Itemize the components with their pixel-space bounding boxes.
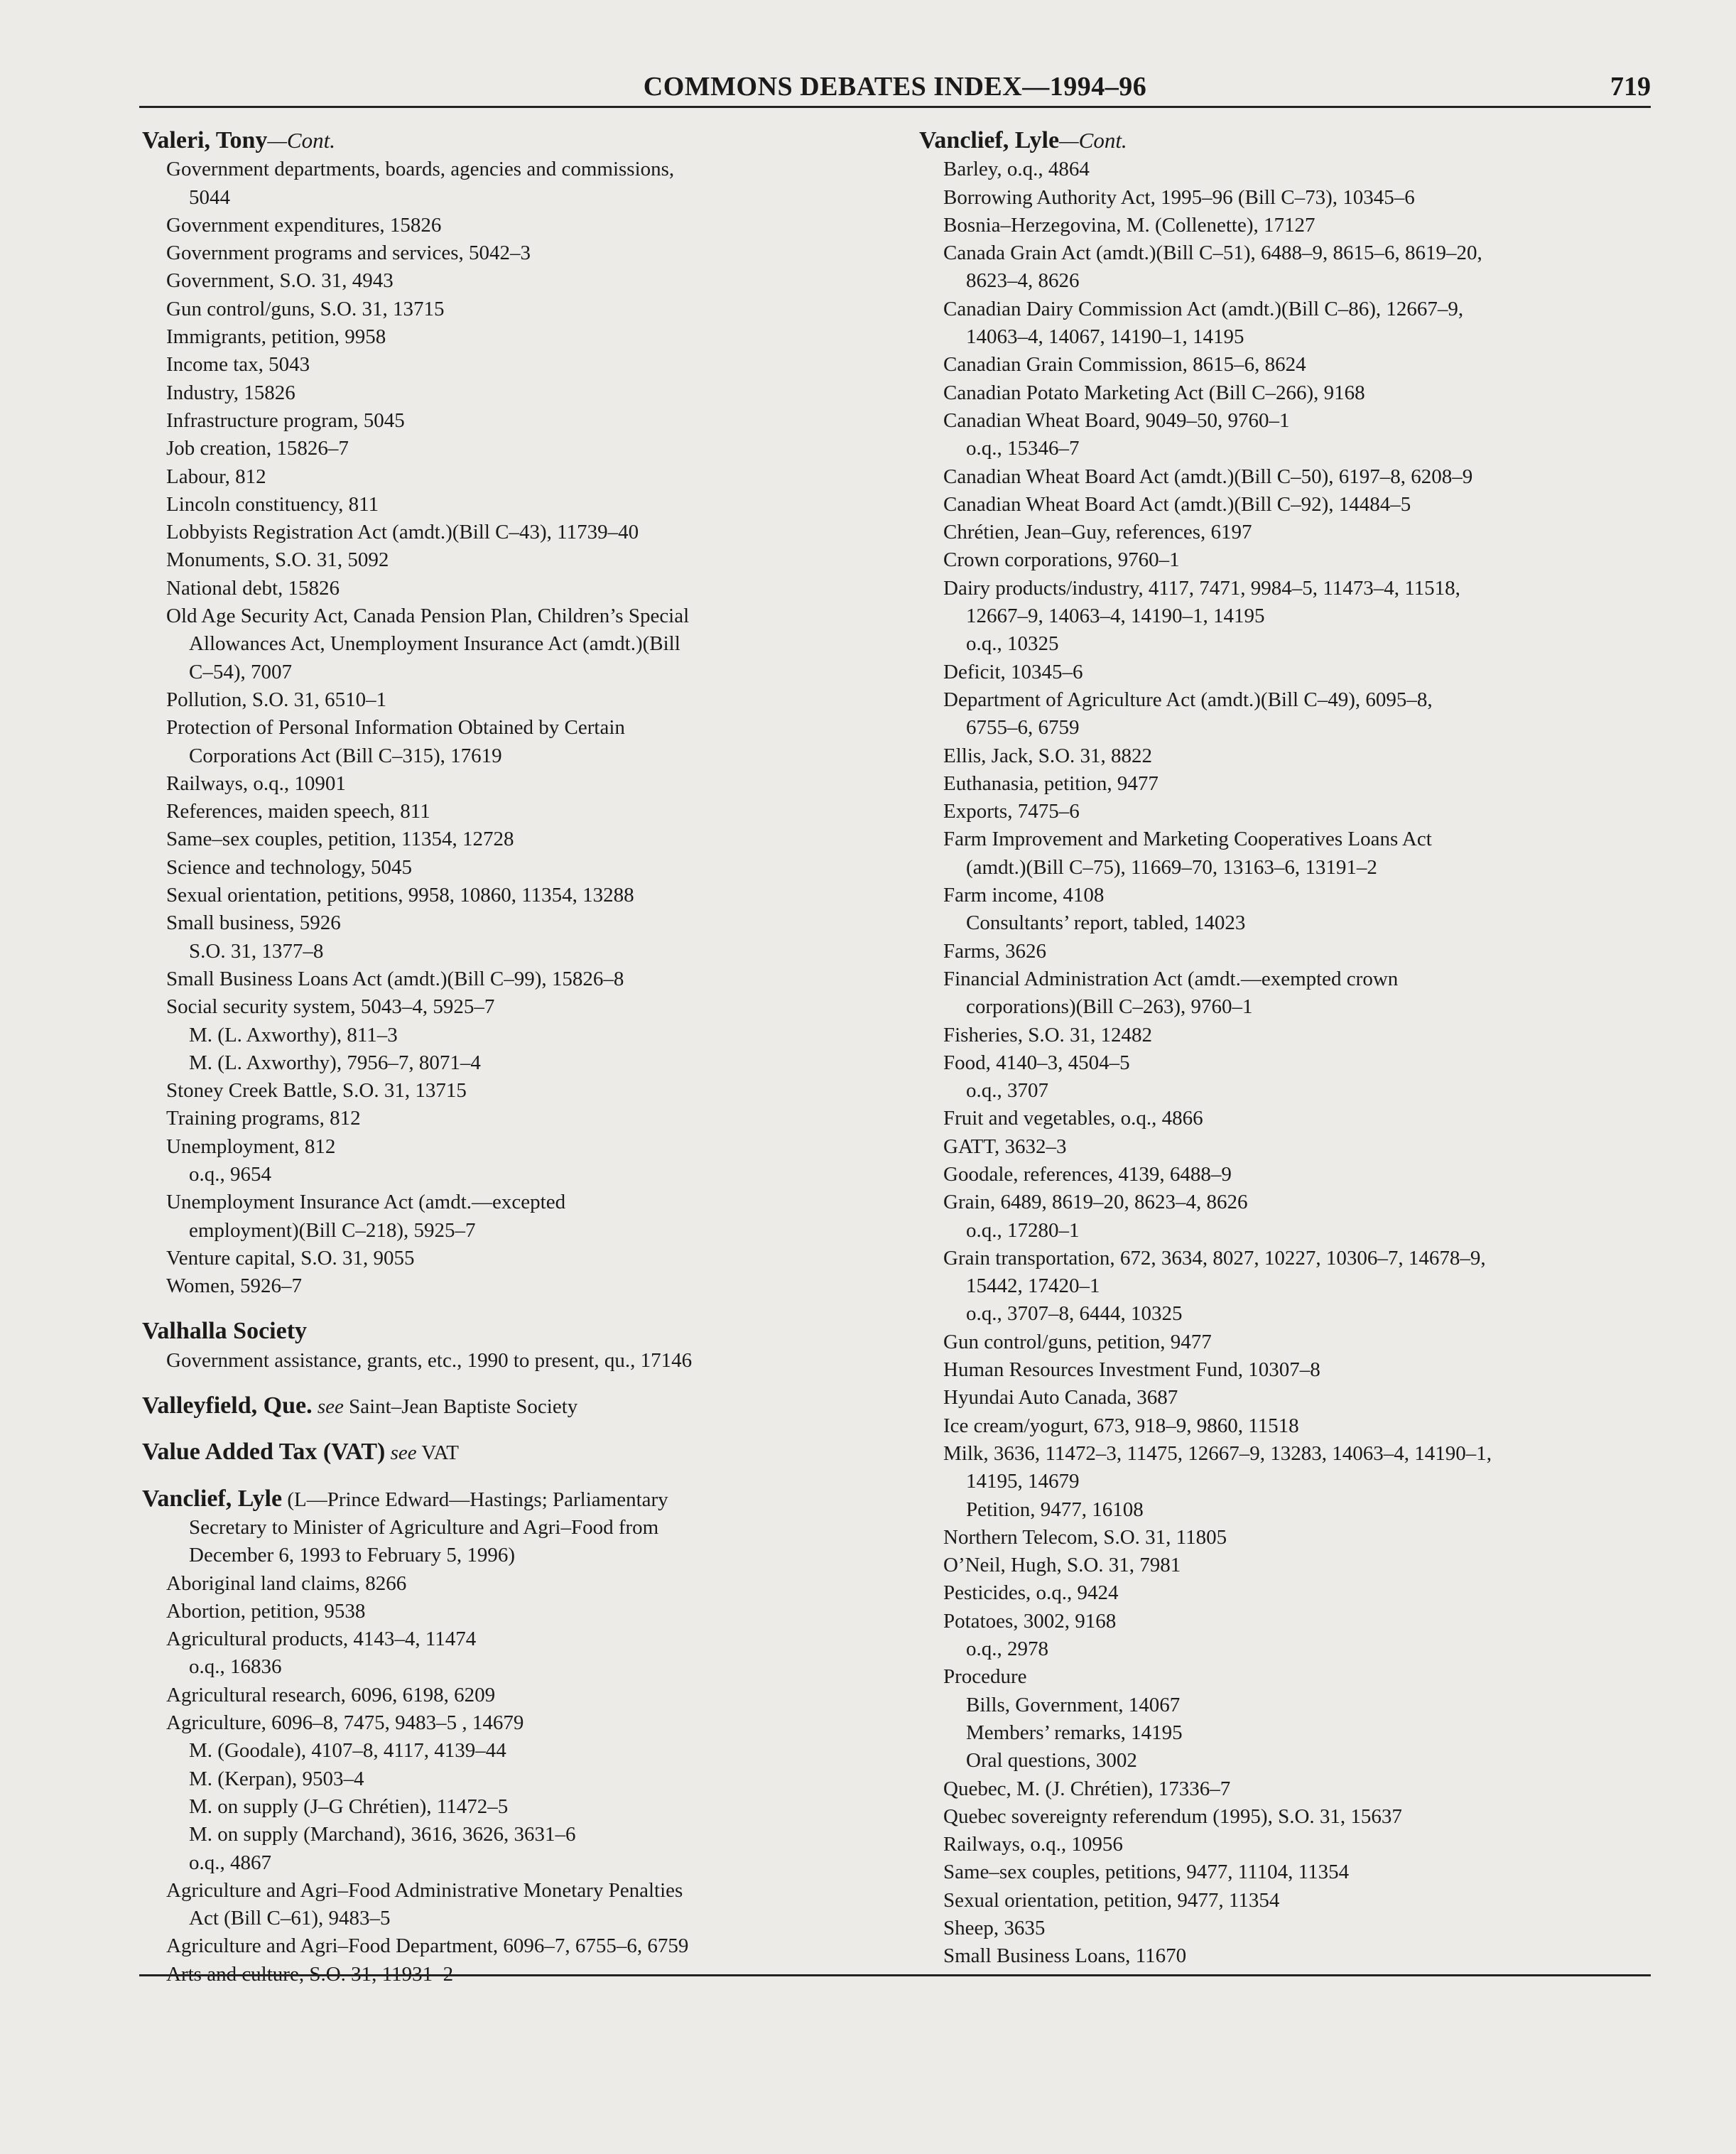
page-header [139,71,1651,109]
page-number: 719 [1610,72,1651,102]
index-subentry: Fruit and vegetables, o.q., 4866 [943,1107,1203,1130]
index-heading [142,1485,888,1514]
index-subentry: Training programs, 812 [166,1107,361,1130]
index-continuation: o.q., 17280–1 [966,1218,1080,1242]
index-subentry: Quebec, M. (J. Chrétien), 17336–7 [943,1777,1231,1800]
index-subentry: Railways, o.q., 10956 [943,1833,1123,1856]
index-heading [142,1317,888,1346]
index-subentry: Sexual orientation, petitions, 9958, 10860, 11354, 13288 [166,884,634,907]
index-continuation: Petition, 9477, 16108 [966,1498,1144,1521]
index-subentry: Exports, 7475–6 [943,800,1080,823]
index-continuation: o.q., 3707–8, 6444, 10325 [966,1302,1183,1326]
index-subentry: Human Resources Investment Fund, 10307–8 [943,1358,1320,1382]
heading-name: Vanclief, Lyle [142,1485,283,1512]
entry-gap [142,1421,888,1438]
index-subentry: Government expenditures, 15826 [166,213,442,237]
index-subentry: Sheep, 3635 [943,1917,1046,1939]
index-continuation: Consultants’ report, tabled, 14023 [966,911,1246,935]
index-subentry: Borrowing Authority Act, 1995–96 (Bill C–73), 10345–6 [943,185,1415,209]
index-subentry: Pesticides, o.q., 9424 [943,1581,1119,1605]
index-subentry: Barley, o.q., 4864 [943,158,1090,181]
index-subentry: Government programs and services, 5042–3 [166,242,531,265]
index-continuation: o.q., 2978 [966,1638,1048,1661]
index-subentry: Immigrants, petition, 9958 [166,325,386,349]
heading-detail: VAT [416,1441,459,1465]
index-subentry: Ice cream/yogurt, 673, 918–9, 9860, 11518 [943,1414,1299,1437]
index-subentry: Canada Grain Act (amdt.)(Bill C–51), 6488–9, 8615–6, 8619–20, [943,242,1482,265]
index-subentry: Department of Agriculture Act (amdt.)(Bill C–49), 6095–8, [943,688,1433,711]
index-continuation: 8623–4, 8626 [966,269,1080,293]
index-subentry: Science and technology, 5045 [166,855,413,879]
index-subentry: Crown corporations, 9760–1 [943,548,1180,572]
index-subentry: Abortion, petition, 9538 [166,1599,366,1623]
index-subentry: Agricultural research, 6096, 6198, 6209 [166,1683,496,1706]
index-subentry: National debt, 15826 [166,576,340,600]
index-subentry: Dairy products/industry, 4117, 7471, 9984–5, 11473–4, 11518, [943,576,1460,600]
index-continuation: (amdt.)(Bill C–75), 11669–70, 13163–6, 13191–2 [966,855,1377,879]
index-continuation: 14063–4, 14067, 14190–1, 14195 [966,325,1244,349]
see-reference: see [317,1395,344,1419]
index-subentry: Railways, o.q., 10901 [166,772,346,795]
index-subentry: Job creation, 15826–7 [166,437,349,460]
continued-marker: —Cont. [267,128,335,153]
index-subentry: Farm income, 4108 [943,884,1105,907]
index-subentry: Farms, 3626 [943,939,1046,963]
index-subentry: Financial Administration Act (amdt.—exempted crown [943,967,1399,990]
index-subentry: Labour, 812 [166,465,266,488]
index-subentry: Milk, 3636, 11472–3, 11475, 12667–9, 13283, 14063–4, 14190–1, [943,1441,1492,1465]
heading-name: Valeri, Tony—Cont. [142,127,335,153]
index-subentry: Lincoln constituency, 811 [166,492,379,516]
heading-name: Valleyfield, Que. [142,1392,313,1419]
index-heading [142,1392,888,1421]
index-subentry: Procedure [943,1665,1027,1689]
index-continuation: 15442, 17420–1 [966,1274,1100,1298]
see-reference: see [390,1441,417,1465]
index-subentry: Government, S.O. 31, 4943 [166,269,394,293]
heading-detail: Saint–Jean Baptiste Society [343,1395,578,1419]
index-subentry: Ellis, Jack, S.O. 31, 8822 [943,744,1153,767]
index-continuation: M. (Goodale), 4107–8, 4117, 4139–44 [189,1739,506,1763]
index-continuation: 6755–6, 6759 [966,716,1080,740]
heading-detail: (L—Prince Edward—Hastings; Parliamentary [282,1488,668,1511]
index-subentry: O’Neil, Hugh, S.O. 31, 7981 [943,1554,1181,1577]
index-continuation: M. (L. Axworthy), 7956–7, 8071–4 [189,1051,481,1074]
index-subentry: Canadian Wheat Board Act (amdt.)(Bill C–92), 14484–5 [943,492,1411,516]
continued-marker: —Cont. [1059,128,1127,153]
index-subentry: Protection of Personal Information Obtained by Certain [166,716,625,740]
index-continuation: Allowances Act, Unemployment Insurance Act (amdt.)(Bill [189,632,680,656]
index-subentry: Government departments, boards, agencies and commissions, [166,158,675,181]
index-subentry: Potatoes, 3002, 9168 [943,1609,1117,1633]
index-subentry: Agriculture and Agri–Food Department, 6096–7, 6755–6, 6759 [166,1934,689,1958]
index-continuation: employment)(Bill C–218), 5925–7 [189,1218,476,1242]
index-subentry: Income tax, 5043 [166,353,310,377]
index-continuation: December 6, 1993 to February 5, 1996) [189,1544,516,1567]
index-continuation: Act (Bill C–61), 9483–5 [189,1907,391,1930]
index-subentry: Pollution, S.O. 31, 6510–1 [166,688,387,711]
heading-name: Valhalla Society [142,1318,308,1345]
index-subentry: Canadian Potato Marketing Act (Bill C–266), 9168 [943,381,1365,404]
index-subentry: Food, 4140–3, 4504–5 [943,1051,1130,1074]
index-subentry: Same–sex couples, petition, 11354, 12728 [166,828,514,851]
index-subentry: Hyundai Auto Canada, 3687 [943,1386,1178,1409]
index-subentry: Agricultural products, 4143–4, 11474 [166,1628,477,1651]
index-subentry: References, maiden speech, 811 [166,800,430,823]
index-subentry: Women, 5926–7 [166,1274,302,1298]
index-subentry: Chrétien, Jean–Guy, references, 6197 [943,521,1252,544]
index-subentry: Canadian Dairy Commission Act (amdt.)(Bill C–86), 12667–9, [943,297,1464,320]
index-subentry: Canadian Wheat Board, 9049–50, 9760–1 [943,408,1290,432]
index-continuation: o.q., 15346–7 [966,437,1080,460]
index-heading [142,126,888,156]
index-continuation: C–54), 7007 [189,660,292,683]
index-subentry: Unemployment, 812 [166,1135,336,1158]
index-subentry: Lobbyists Registration Act (amdt.)(Bill C–43), 11739–40 [166,521,639,544]
index-continuation: Secretary to Minister of Agriculture and Agri–Food from [189,1515,659,1539]
index-continuation: S.O. 31, 1377–8 [189,939,324,963]
index-heading [919,126,1665,156]
footer-rule [139,1974,1651,1976]
index-continuation: o.q., 16836 [189,1655,282,1679]
entry-gap [142,1468,888,1485]
entry-gap [142,1375,888,1392]
index-subentry: Grain transportation, 672, 3634, 8027, 10227, 10306–7, 14678–9, [943,1246,1486,1270]
index-subentry: Canadian Wheat Board Act (amdt.)(Bill C–50), 6197–8, 6208–9 [943,465,1473,488]
index-subentry: Venture capital, S.O. 31, 9055 [166,1246,415,1270]
index-subentry: Goodale, references, 4139, 6488–9 [943,1162,1232,1186]
index-subentry: Same–sex couples, petitions, 9477, 11104, 11354 [943,1861,1350,1884]
index-subentry: Agriculture and Agri–Food Administrative Monetary Penalties [166,1878,683,1902]
index-subentry: Small business, 5926 [166,911,341,935]
index-subentry: Stoney Creek Battle, S.O. 31, 13715 [166,1079,467,1103]
index-subentry: Old Age Security Act, Canada Pension Plan, Children’s Special [166,605,690,628]
index-subentry: Unemployment Insurance Act (amdt.—excepted [166,1191,566,1214]
index-subentry: Canadian Grain Commission, 8615–6, 8624 [943,353,1306,377]
index-continuation: M. on supply (J–G Chrétien), 11472–5 [189,1795,509,1818]
index-continuation: o.q., 3707 [966,1079,1048,1103]
index-continuation: 14195, 14679 [966,1470,1080,1493]
index-subentry: Government assistance, grants, etc., 1990 to present, qu., 17146 [166,1348,693,1372]
entry-gap [142,1300,888,1317]
index-subentry: Fisheries, S.O. 31, 12482 [943,1023,1153,1046]
right-column [919,126,1665,1971]
index-subentry: Quebec sovereignty referendum (1995), S.O. 31, 15637 [943,1804,1402,1828]
index-subentry: Aboriginal land claims, 8266 [166,1571,407,1595]
index-continuation: M. (Kerpan), 9503–4 [189,1767,364,1790]
index-continuation: Bills, Government, 14067 [966,1693,1181,1716]
index-subentry: Grain, 6489, 8619–20, 8623–4, 8626 [943,1191,1248,1214]
index-subentry: Farm Improvement and Marketing Cooperatives Loans Act [943,828,1432,851]
index-subentry: Northern Telecom, S.O. 31, 11805 [943,1525,1227,1549]
index-subentry: Arts and culture, S.O. 31, 11931–2 [166,1962,454,1986]
index-continuation: corporations)(Bill C–263), 9760–1 [966,995,1253,1019]
index-subentry: Gun control/guns, S.O. 31, 13715 [166,297,445,320]
index-subentry: Bosnia–Herzegovina, M. (Collenette), 17127 [943,213,1315,237]
index-continuation: 5044 [189,185,230,209]
index-subentry: GATT, 3632–3 [943,1135,1067,1158]
index-continuation: Oral questions, 3002 [966,1749,1137,1773]
index-subentry: Agriculture, 6096–8, 7475, 9483–5 , 14679 [166,1711,524,1735]
index-subentry: Social security system, 5043–4, 5925–7 [166,995,495,1019]
index-continuation: o.q., 10325 [966,632,1059,656]
index-continuation: o.q., 9654 [189,1162,271,1186]
index-continuation: o.q., 4867 [189,1851,271,1874]
index-subentry: Sexual orientation, petition, 9477, 11354 [943,1888,1280,1912]
heading-name: Vanclief, Lyle—Cont. [919,127,1127,153]
index-subentry: Infrastructure program, 5045 [166,408,405,432]
index-continuation: Corporations Act (Bill C–315), 17619 [189,744,502,767]
heading-name: Value Added Tax (VAT) [142,1439,386,1466]
index-continuation: Members’ remarks, 14195 [966,1721,1183,1744]
index-subentry: Euthanasia, petition, 9477 [943,772,1159,795]
index-subentry: Small Business Loans, 11670 [943,1944,1187,1968]
index-subentry: Small Business Loans Act (amdt.)(Bill C–99), 15826–8 [166,967,624,990]
index-subentry: Gun control/guns, petition, 9477 [943,1330,1212,1353]
header-rule [139,106,1651,108]
index-subentry: Deficit, 10345–6 [943,660,1083,683]
index-continuation: 12667–9, 14063–4, 14190–1, 14195 [966,605,1265,628]
index-subentry: Monuments, S.O. 31, 5092 [166,548,389,572]
index-subentry: Industry, 15826 [166,381,295,404]
index-continuation: M. on supply (Marchand), 3616, 3626, 3631–6 [189,1823,576,1846]
index-continuation: M. (L. Axworthy), 811–3 [189,1023,398,1046]
left-column [142,126,888,1988]
index-heading [142,1438,888,1467]
running-title: COMMONS DEBATES INDEX—1994–96 [643,72,1147,102]
